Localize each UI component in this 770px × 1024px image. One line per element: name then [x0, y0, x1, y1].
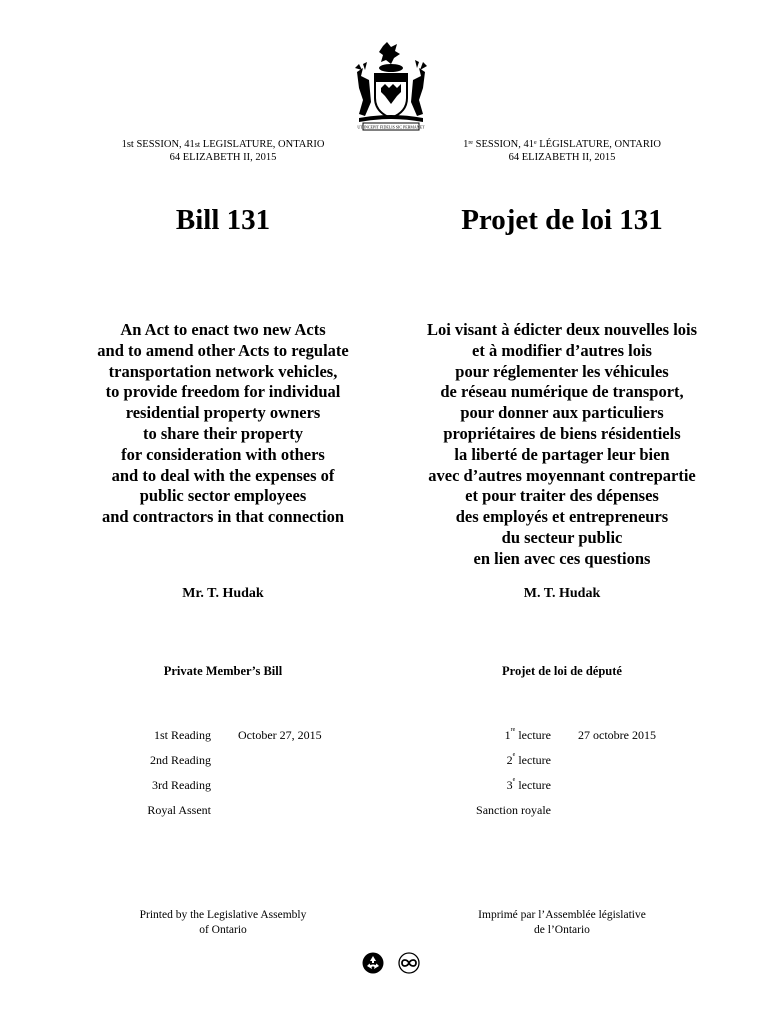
session-word-fr: SESSION, 41: [472, 139, 534, 150]
long-title-line: An Act to enact two new Acts: [120, 320, 326, 339]
readings-table-fr: [385, 728, 770, 828]
session-header-en: [53, 138, 393, 164]
reading-row: [385, 753, 770, 778]
reading-label: [507, 778, 551, 793]
long-title-line: Loi visant à édicter deux nouvelles lois: [426, 320, 698, 339]
legislature-word-en: LEGISLATURE, ONTARIO: [200, 139, 325, 150]
reading-label: 3rd Reading: [152, 778, 211, 792]
printer-line-1-fr: Imprimé par l’Assemblée législative: [478, 909, 646, 921]
coat-of-arms-icon: [353, 42, 429, 132]
printer-line-2-fr: de l’Ontario: [534, 924, 590, 936]
session-ordinal-fr: 1: [463, 139, 469, 150]
reading-row: [0, 803, 385, 828]
long-title-line: des employés et entrepreneurs: [455, 507, 669, 527]
bill-title-fr: Projet de loi 131: [461, 204, 663, 236]
legislature-sup-fr: e: [533, 140, 537, 146]
reading-sup: e: [512, 752, 516, 758]
reading-label: Royal Assent: [147, 803, 211, 817]
printer-line-2-en: of Ontario: [199, 924, 247, 936]
session-header-fr: [392, 138, 732, 164]
session-line-2-en: 64 ELIZABETH II, 2015: [169, 152, 277, 163]
long-title-line: la liberté de partager leur bien: [454, 444, 670, 464]
printer-note-en: [53, 908, 393, 938]
readings-table-en: [0, 728, 385, 828]
long-title-line: and to amend other Acts to regulate: [97, 340, 349, 360]
reading-row: [0, 728, 385, 753]
long-title-line: public sector employees: [139, 486, 307, 506]
long-title-line: de réseau numérique de transport,: [440, 382, 684, 402]
long-title-line: transportation network vehicles,: [108, 361, 338, 381]
reading-row: [385, 803, 770, 828]
long-title-line: to share their property: [143, 423, 303, 443]
long-title-line: et à modifier d’autres lois: [472, 340, 652, 360]
reading-label: 1st Reading: [154, 728, 211, 742]
reading-num: 3: [506, 778, 513, 792]
reading-row: [385, 728, 770, 753]
infinity-paper-icon: [398, 952, 420, 974]
reading-num: 2: [506, 753, 513, 767]
long-title-line: en lien avec ces questions: [473, 548, 651, 568]
printer-line-1-en: Printed by the Legislative Assembly: [139, 909, 307, 921]
long-title-line: and to deal with the expenses of: [111, 465, 335, 485]
reading-word: Sanction royale: [476, 803, 551, 817]
long-title-line: to provide freedom for individual: [105, 382, 341, 402]
reading-date: October 27, 2015: [238, 728, 322, 742]
session-sup-fr: re: [468, 140, 473, 146]
reading-num: 1: [504, 728, 511, 742]
reading-date: 27 octobre 2015: [578, 728, 656, 742]
session-line-2-fr: 64 ELIZABETH II, 2015: [508, 152, 616, 163]
legislature-suffix-en: st: [194, 140, 201, 149]
long-title-line: and contractors in that connection: [102, 507, 344, 527]
bill-title-en: Bill 131: [175, 204, 271, 236]
reading-row: [0, 778, 385, 803]
reading-row: [0, 753, 385, 778]
long-title-line: avec d’autres moyennant contrepartie: [428, 465, 696, 485]
reading-word: lecture: [515, 778, 551, 792]
session-ordinal-en: 1st: [121, 139, 134, 150]
crest-motto: UT INCEPIT FIDELIS SIC PERMANET: [357, 124, 425, 130]
reading-label: [507, 753, 551, 768]
long-title-line: pour donner aux particuliers: [460, 403, 664, 423]
reading-label: [476, 803, 551, 818]
session-line-1-en: [53, 138, 393, 151]
reading-word: lecture: [515, 753, 551, 767]
long-title-line: propriétaires de biens résidentiels: [443, 423, 681, 443]
legislature-word-fr: LÉGISLATURE, ONTARIO: [536, 139, 661, 150]
sponsor-en: Mr. T. Hudak: [182, 586, 264, 601]
reading-label: [505, 728, 551, 743]
long-title-line: for consideration with others: [121, 444, 325, 464]
session-word-en: SESSION, 41: [133, 139, 195, 150]
sponsor-fr: M. T. Hudak: [523, 586, 601, 601]
reading-sup: e: [512, 777, 516, 783]
long-title-line: du secteur public: [501, 527, 623, 547]
reading-word: lecture: [515, 728, 551, 742]
reading-label: 2nd Reading: [150, 753, 211, 767]
long-title-en: [53, 320, 393, 528]
session-line-1-fr: [392, 138, 732, 151]
long-title-line: et pour traiter des dépenses: [465, 486, 659, 506]
bill-type-en: Private Member’s Bill: [163, 664, 283, 678]
recycle-icon: [362, 952, 384, 974]
long-title-line: pour réglementer les véhicules: [455, 361, 669, 381]
long-title-line: residential property owners: [125, 403, 321, 423]
printer-note-fr: [392, 908, 732, 938]
long-title-fr: [392, 320, 732, 570]
reading-row: [385, 778, 770, 803]
bill-type-fr: Projet de loi de député: [502, 664, 622, 678]
reading-sup: re: [510, 727, 516, 733]
